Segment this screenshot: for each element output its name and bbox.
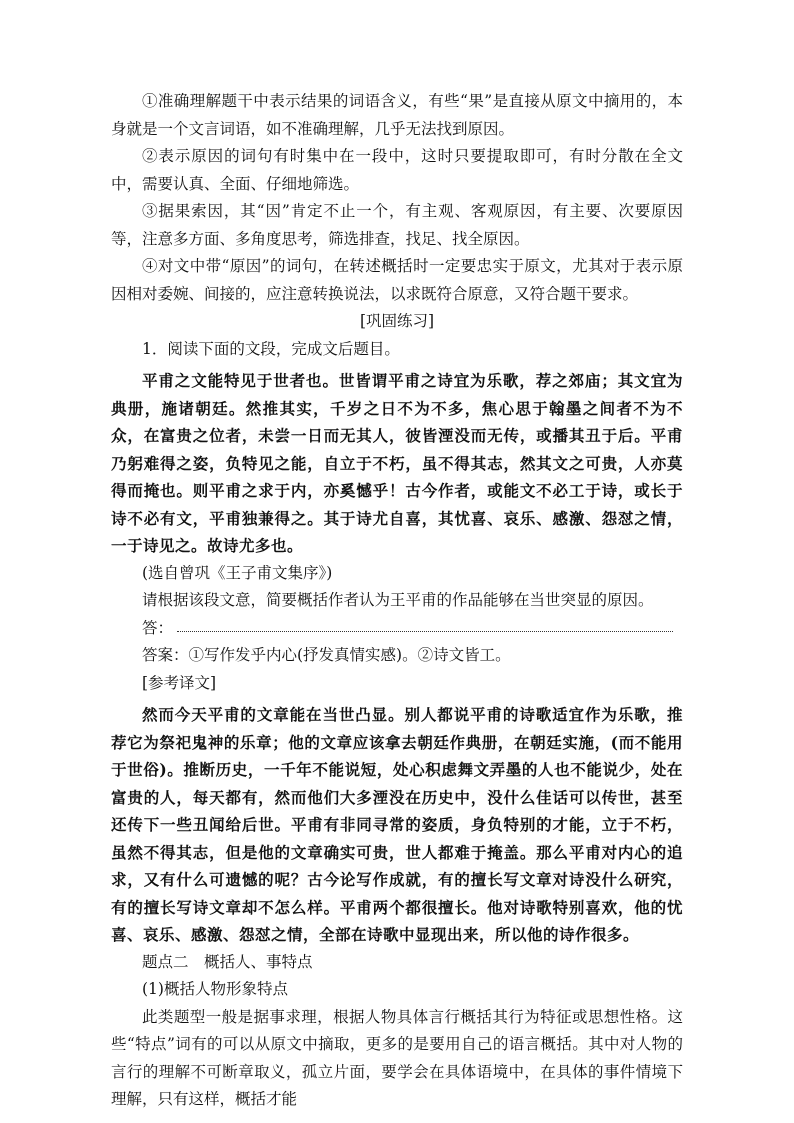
section-heading: 题点二 概括人、事特点 — [142, 952, 313, 971]
intro-point-2: ②表示原因的词句有时集中在一段中，这时只要提取即可，有时分散在全文中，需要认真、全面、仔细地筛选。 — [111, 147, 683, 193]
question-text: 请根据该段文意，简要概括作者认为王平甫的作品能够在当世突显的原因。 — [142, 591, 654, 609]
translation-heading: [参考译文] — [142, 673, 217, 692]
final-paragraph: 此类题型一般是据事求理，根据人物具体言行概括其行为特征或思想性格。这些“特点”词有的可以从原文中摘取，更多的是要用自己的语言概括。其中对人物的言行的理解不可断章取义，孤立片面，要学会在具体语境中，在具体的事件情境下理解，只有这样，概括才能 — [111, 1007, 683, 1108]
answer-label: 答： — [142, 618, 174, 637]
practice-heading: [巩固练习] — [359, 312, 435, 330]
answer-blank[interactable] — [177, 631, 673, 632]
intro-point-1: ①准确理解题干中表示结果的词语含义，有些“果”是直接从原文中摘用的，本身就是一个文言词语，如不准确理解，几乎无法找到原因。 — [111, 92, 683, 138]
subheading: (1)概括人物形象特点 — [142, 980, 288, 998]
document-page — [111, 88, 683, 1114]
passage-source: (选自曾巩《王子甫文集序》) — [142, 563, 333, 582]
question-intro: 1．阅读下面的文段，完成文后题目。 — [142, 339, 400, 358]
answer-line — [111, 615, 683, 643]
translation-text: 然而今天平甫的文章能在当世凸显。别人都说平甫的诗歌适宜作为乐歌，推荐它为祭祀鬼神的乐章；他的文章应该拿去朝廷作典册，在朝廷实施，(而不能用于世俗)。推断历史，一千年不能说短，处心积虑舞文弄墨的人也不能说少，处在富贵的人，每天都有，然而他们大多湮没在历史中，没什么佳话可以传世，甚至还传下一些丑闻给后世。平甫有非同寻常的姿质，身负特别的才能，立于不朽，虽然不得其志，但是他的文章确实可贵，世人都难于掩盖。那么平甫对内心的追求，又有什么可遗憾的呢？古今论写作成就，有的擅长写文章对诗没什么研究，有的擅长写诗文章却不怎么样。平甫两个都很擅长。他对诗歌特别喜欢，他的忧喜、哀乐、感激、怨怼之情，全部在诗歌中显现出来，所以他的诗作很多。 — [111, 705, 683, 944]
classical-passage: 平甫之文能特见于世者也。世皆谓平甫之诗宜为乐歌，荐之郊庙；其文宜为典册，施诸朝廷。然推其实，千岁之日不为不多，焦心思于翰墨之间者不为不众，在富贵之位者，未尝一日而无其人，彼皆湮没而无传，或播其丑于后。平甫乃躬难得之姿，负特见之能，自立于不朽，虽不得其志，然其文之可贵，人亦莫得而掩也。则平甫之求于内，亦奚憾乎！古今作者，或能文不必工于诗，或长于诗不必有文，平甫独兼得之。其于诗尤自喜，其忧喜、哀乐、感激、怨怼之情，一于诗见之。故诗尤多也。 — [111, 371, 683, 555]
intro-point-4: ④对文中带“原因”的词句，在转述概括时一定要忠实于原文，尤其对于表示原因相对委婉、间接的，应注意转换说法，以求既符合原意，又符合题干要求。 — [111, 257, 683, 303]
intro-point-3: ③据果索因，其“因”肯定不止一个，有主观、客观原因，有主要、次要原因等，注意多方面、多角度思考，筛选排查，找足、找全原因。 — [111, 202, 683, 248]
answer-text: 答案：①写作发乎内心(抒发真情实感)。②诗文皆工。 — [142, 646, 511, 664]
